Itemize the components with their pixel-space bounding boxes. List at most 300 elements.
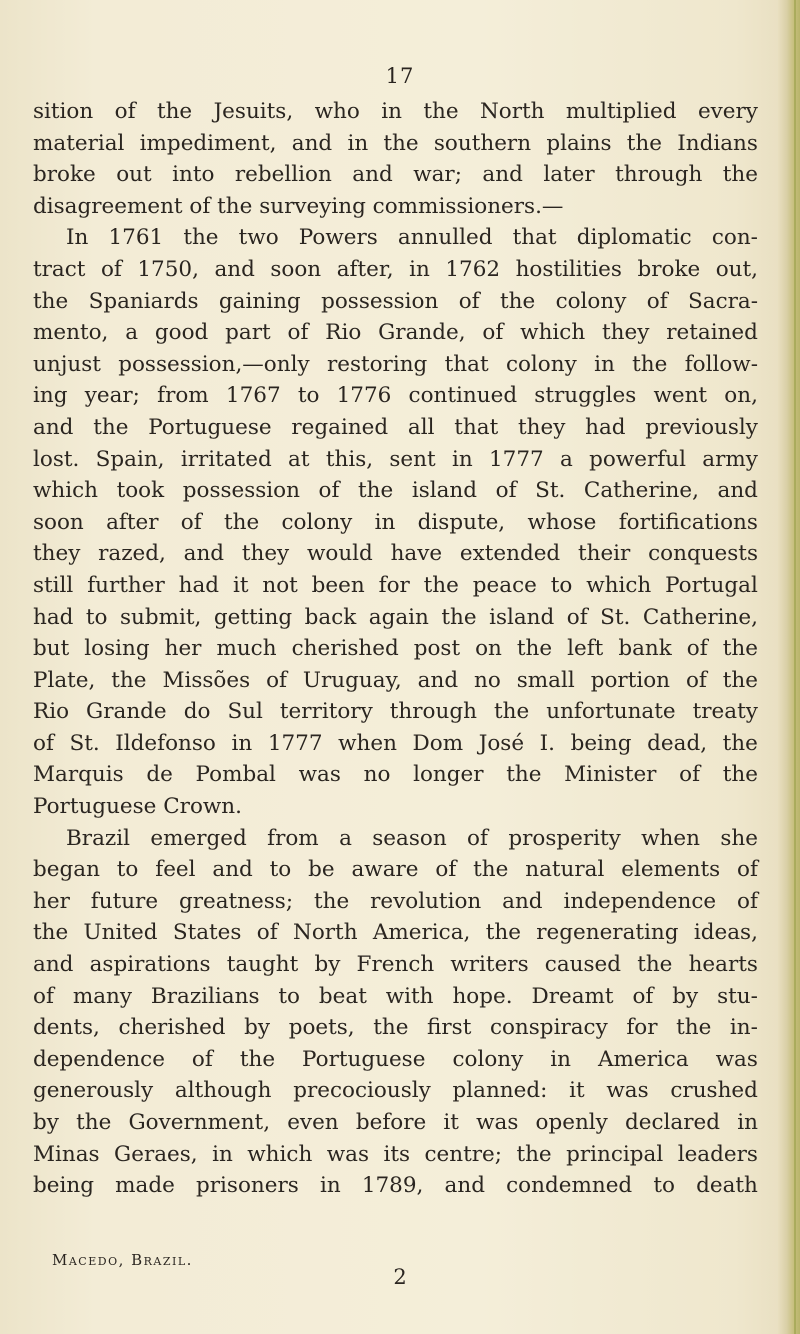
text-line: [33, 444, 758, 476]
word: gaining: [218, 288, 301, 314]
text-line: [33, 570, 758, 602]
word: of: [114, 99, 136, 124]
word: Dom: [412, 730, 464, 756]
word: French: [356, 952, 435, 978]
word: and: [33, 952, 74, 978]
text-line: [33, 917, 758, 949]
word: of: [495, 478, 517, 504]
word: in: [409, 256, 430, 282]
word: José: [478, 730, 525, 756]
word: mento,: [33, 320, 109, 346]
word: previously: [645, 414, 758, 440]
word: many: [72, 983, 133, 1009]
word: it: [569, 1078, 585, 1104]
word: con-: [711, 225, 758, 251]
text-line: [33, 538, 758, 570]
word: 1761: [108, 225, 164, 251]
word: the: [516, 1141, 552, 1167]
word: possession: [321, 288, 439, 314]
word: dependence: [33, 1046, 165, 1072]
word: to: [85, 604, 108, 630]
word: of: [33, 983, 54, 1009]
word: planned:: [452, 1078, 548, 1104]
word: their: [577, 541, 631, 567]
word: sent: [389, 446, 436, 472]
word: of: [100, 256, 122, 282]
word: of: [266, 667, 287, 693]
word: longer: [413, 762, 484, 788]
word: rebellion: [234, 162, 332, 188]
word: 1750,: [137, 256, 199, 282]
word: was: [326, 1141, 370, 1167]
word: conquests: [648, 541, 758, 567]
text-line: [33, 380, 758, 412]
word: America,: [372, 920, 471, 946]
text-line: [33, 507, 758, 539]
page-footer: [0, 1251, 800, 1291]
word: 1789,: [361, 1173, 424, 1199]
word: of: [435, 857, 457, 883]
word: the: [626, 130, 662, 156]
text-line: [33, 412, 758, 444]
word: for: [626, 1015, 658, 1041]
word: no: [363, 762, 391, 788]
word: Marquis: [33, 762, 124, 788]
word: good: [154, 320, 209, 346]
word: Sacra-: [688, 288, 758, 314]
text-line: [33, 1139, 758, 1171]
word: In: [66, 225, 89, 251]
word: I.: [539, 730, 555, 756]
word: that: [454, 414, 499, 440]
word: of: [458, 288, 480, 314]
word: independence: [563, 888, 717, 914]
word: for: [378, 572, 410, 598]
word: soon: [33, 509, 84, 535]
word: of: [737, 888, 758, 914]
word: would: [306, 541, 373, 567]
word: fortifications: [618, 509, 758, 535]
text-line: [33, 728, 758, 760]
word: from: [157, 383, 209, 409]
word: peace: [472, 572, 537, 598]
word: was: [476, 1110, 519, 1135]
word: death: [696, 1173, 758, 1199]
text-line: [33, 981, 758, 1013]
word: that: [444, 351, 489, 377]
word: prisoners: [196, 1173, 299, 1199]
word: the: [499, 288, 536, 314]
word: precociously: [293, 1078, 431, 1104]
word: they: [517, 414, 566, 440]
word: a: [560, 446, 573, 472]
word: not: [262, 572, 298, 598]
text-line: [33, 191, 758, 223]
word: 1776: [336, 383, 392, 409]
word: restoring: [326, 351, 428, 377]
word: and: [482, 162, 523, 188]
word: first: [427, 1015, 472, 1041]
word: to: [297, 383, 320, 409]
word: even: [287, 1110, 339, 1135]
word: being: [33, 1173, 94, 1199]
word: hearts: [688, 952, 758, 978]
text-line: [33, 1044, 758, 1076]
text-line: [33, 1012, 758, 1044]
word: beat: [318, 983, 367, 1009]
word: two: [238, 225, 279, 251]
word: at: [288, 446, 310, 472]
word: further: [87, 572, 165, 598]
word: in: [381, 99, 402, 124]
word: in: [319, 1173, 341, 1199]
word: and: [214, 256, 255, 282]
word: its: [383, 1141, 411, 1167]
word: 1767: [225, 383, 281, 409]
word: Spain,: [95, 446, 165, 472]
word: the: [722, 730, 758, 756]
word: before: [355, 1110, 427, 1135]
word: St.: [600, 604, 631, 630]
word: in-: [729, 1015, 758, 1041]
word: Grande,: [378, 320, 466, 346]
word: on: [475, 636, 502, 662]
word: the: [676, 1015, 712, 1041]
word: in: [594, 351, 615, 377]
word: condemned: [506, 1173, 633, 1199]
word: future: [90, 888, 159, 914]
word: retained: [666, 320, 758, 346]
word: generously: [33, 1078, 154, 1104]
page-number: 17: [385, 64, 415, 88]
word: took: [116, 478, 165, 504]
word: and: [33, 414, 74, 440]
word: the: [239, 1046, 276, 1072]
word: struggles: [534, 383, 637, 409]
word: had: [585, 414, 626, 440]
word: be: [308, 857, 335, 883]
word: Catherine,: [583, 478, 699, 504]
word: been: [311, 572, 365, 598]
word: went: [653, 383, 708, 409]
word: the: [383, 130, 419, 156]
word: when: [641, 825, 700, 851]
word: natural: [525, 857, 605, 883]
word: centre;: [424, 1141, 502, 1167]
word: the: [722, 636, 758, 662]
word: North: [479, 99, 545, 124]
word: Geraes,: [114, 1141, 198, 1167]
word: the: [183, 225, 219, 251]
printer-signature-number: 2: [393, 1265, 407, 1289]
word: colony: [555, 288, 627, 314]
word: which: [520, 320, 586, 346]
word: the: [506, 762, 542, 788]
word: impediment,: [139, 130, 277, 156]
text-line: [33, 759, 758, 791]
word: on,: [724, 383, 758, 409]
word: greatness;: [178, 888, 294, 914]
word: multiplied: [565, 99, 677, 124]
word: in: [550, 1046, 571, 1072]
text-line: [33, 96, 758, 128]
text-line: [33, 949, 758, 981]
word: 1762: [445, 256, 501, 282]
word: Brazil: [66, 825, 130, 851]
text-line: [33, 665, 758, 697]
word: submit,: [120, 604, 202, 630]
word: declared: [625, 1110, 721, 1135]
word: of: [33, 730, 54, 756]
word: war;: [413, 162, 462, 188]
word: extended: [459, 541, 561, 567]
word: North: [293, 920, 358, 946]
word: colony: [505, 351, 577, 377]
word: she: [720, 825, 758, 851]
word: a: [339, 825, 352, 851]
word: Uruguay,: [302, 667, 402, 693]
word: portion: [590, 667, 670, 693]
word: again: [368, 604, 429, 630]
word: Ildefonso: [115, 730, 216, 756]
word: to: [550, 572, 573, 598]
word: although: [174, 1078, 272, 1104]
word: hope.: [452, 983, 513, 1009]
word: by: [33, 1110, 59, 1135]
word: who: [314, 99, 360, 124]
word: broke: [637, 256, 701, 282]
word: the: [156, 99, 193, 124]
word: sition: [33, 99, 94, 124]
word: cherished: [291, 636, 399, 662]
text-line: [33, 1075, 758, 1107]
word: the: [93, 414, 129, 440]
word: was: [606, 1078, 649, 1104]
word: her: [33, 888, 70, 914]
word: in: [231, 730, 253, 756]
word: southern: [433, 130, 532, 156]
word: the: [485, 920, 521, 946]
body-text: [33, 96, 758, 1202]
word: post: [413, 636, 461, 662]
word: possession,—only: [118, 351, 310, 377]
word: which: [247, 1141, 313, 1167]
word: in: [212, 1141, 233, 1167]
word: soon: [270, 256, 322, 282]
text-line: [33, 602, 758, 634]
word: no: [474, 667, 501, 693]
text-line: [33, 286, 758, 318]
text-line: [33, 854, 758, 886]
word: unjust: [33, 351, 101, 377]
word: Indians: [677, 130, 758, 156]
word: cherished: [118, 1015, 226, 1041]
word: Catherine,: [642, 604, 758, 630]
word: had: [33, 604, 74, 630]
word: Rio: [325, 320, 362, 346]
word: of: [256, 920, 278, 946]
word: the: [313, 888, 350, 914]
word: openly: [535, 1110, 608, 1135]
word: after: [106, 509, 159, 535]
word: the: [33, 288, 69, 314]
word: dispute,: [417, 509, 506, 535]
word: Government,: [128, 1110, 271, 1135]
word: the: [632, 351, 668, 377]
word: part: [225, 320, 271, 346]
word: the: [473, 857, 509, 883]
word: the: [358, 478, 394, 504]
word: bank: [618, 636, 672, 662]
text-line: [33, 349, 758, 381]
word: Portugal: [665, 572, 758, 598]
word: aware: [351, 857, 419, 883]
word: and: [717, 478, 758, 504]
word: being: [570, 730, 632, 756]
word: and: [352, 162, 393, 188]
word: began: [33, 857, 100, 883]
word: the: [76, 1110, 112, 1135]
word: through: [389, 699, 477, 725]
word: Missões: [162, 667, 251, 693]
word: revolution: [370, 888, 482, 914]
word: lost.: [33, 446, 80, 472]
word: season: [372, 825, 447, 851]
word: 1777: [488, 446, 544, 472]
word: out,: [715, 256, 758, 282]
word: regenerating: [536, 920, 679, 946]
word: by: [672, 983, 699, 1009]
word: material: [33, 130, 125, 156]
word: hostilities: [515, 256, 622, 282]
word: de: [146, 762, 173, 788]
word: Brazilians: [150, 983, 260, 1009]
word: continued: [408, 383, 518, 409]
word: Grande: [86, 699, 167, 725]
word: the: [637, 952, 673, 978]
word: aspirations: [89, 952, 211, 978]
word: of: [646, 288, 668, 314]
word: of: [482, 320, 504, 346]
word: regained: [291, 414, 389, 440]
word: this,: [325, 446, 374, 472]
word: made: [115, 1173, 175, 1199]
word: after,: [336, 256, 394, 282]
text-line: [33, 886, 758, 918]
word: the: [722, 762, 758, 788]
word: getting: [213, 604, 293, 630]
word: into: [172, 162, 215, 188]
word: Jesuits,: [213, 99, 294, 124]
text-line: [33, 317, 758, 349]
word: had: [178, 572, 220, 598]
word: poets,: [288, 1015, 355, 1041]
word: do: [183, 699, 211, 725]
word: the: [722, 667, 758, 693]
word: in: [374, 509, 396, 535]
word: with: [385, 983, 434, 1009]
word: every: [697, 99, 758, 124]
text-line: [33, 128, 758, 160]
word: emerged: [150, 825, 247, 851]
word: whose: [527, 509, 597, 535]
word: principal: [566, 1141, 664, 1167]
word: still: [33, 572, 74, 598]
text-line: [33, 159, 758, 191]
word: razed,: [98, 541, 166, 567]
word: colony: [452, 1046, 524, 1072]
word: by: [314, 952, 341, 978]
word: diplomatic: [576, 225, 692, 251]
text-line: [33, 791, 758, 823]
word: America: [598, 1046, 689, 1072]
word: have: [390, 541, 443, 567]
text-line: [33, 222, 758, 254]
word: small: [516, 667, 575, 693]
word: of: [318, 478, 340, 504]
word: Rio: [33, 699, 70, 725]
word: Portuguese: [148, 414, 272, 440]
word: in: [451, 446, 473, 472]
word: taught: [226, 952, 299, 978]
word: unfortunate: [546, 699, 676, 725]
word: Dreamt: [531, 983, 614, 1009]
text-line: [33, 696, 758, 728]
text-line: [33, 254, 758, 286]
word: the: [493, 699, 530, 725]
word: to: [116, 857, 139, 883]
word: crushed: [670, 1078, 758, 1104]
word: stu-: [717, 983, 758, 1009]
word: of: [737, 857, 758, 883]
word: ing: [33, 383, 68, 409]
word: prosperity: [508, 825, 621, 851]
word: dents,: [33, 1015, 100, 1041]
word: the: [722, 162, 758, 188]
word: the: [111, 667, 147, 693]
word: United: [83, 920, 158, 946]
word: from: [267, 825, 319, 851]
word: ideas,: [693, 920, 758, 946]
word: through: [615, 162, 703, 188]
word: Plate,: [33, 667, 96, 693]
word: of: [191, 1046, 213, 1072]
word: and: [212, 857, 253, 883]
word: in: [737, 1110, 758, 1135]
word: to: [653, 1173, 675, 1199]
word: it: [443, 1110, 459, 1135]
word: of: [679, 762, 701, 788]
word: a: [125, 320, 139, 346]
word: and: [417, 667, 459, 693]
word: and: [183, 541, 225, 567]
word: and: [291, 130, 333, 156]
word: they: [33, 541, 81, 567]
word: was: [298, 762, 341, 788]
word: Portuguese Crown.: [33, 794, 242, 820]
word: all: [407, 414, 435, 440]
word: writers: [450, 952, 529, 978]
word: island: [489, 604, 555, 630]
word: back: [304, 604, 357, 630]
word: they: [241, 541, 290, 567]
word: the: [516, 636, 553, 662]
word: the: [423, 99, 459, 124]
word: much: [216, 636, 277, 662]
word: Minister: [564, 762, 657, 788]
word: leaders: [677, 1141, 758, 1167]
word: when: [338, 730, 397, 756]
